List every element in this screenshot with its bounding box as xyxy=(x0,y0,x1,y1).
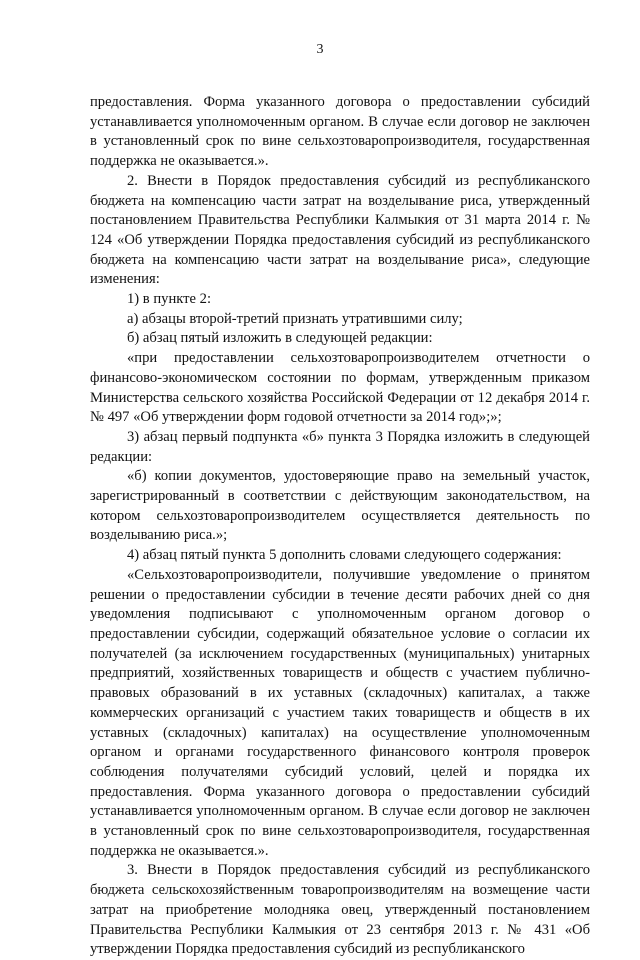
paragraph: «при предоставлении сельхозтоваропроизводителем отчетности о финансово-экономическом состоянии по формам, утвержденным приказом Министерства сельского хозяйства Российской Федерации от 12 декабря 2014 г. № 497 «Об утверждении форм годовой отчетности за 2014 год»;»; xyxy=(90,350,590,426)
paragraph: 3) абзац первый подпункта «б» пункта 3 Порядка изложить в следующей редакции: xyxy=(90,428,590,465)
paragraph: 2. Внести в Порядок предоставления субсидий из республиканского бюджета на компенсацию части затрат на возделывание риса, утвержденный постановлением Правительства Республики Калмыкия от 31 марта 2014 г. № 124 «Об утверждении Порядка предоставления субсидий из республиканского бюджета на компенсацию части затрат на возделывание риса», следующие изменения: xyxy=(90,172,590,288)
paragraph: «б) копии документов, удостоверяющие право на земельный участок, зарегистрированный в соответствии с действующим законодательством, на котором сельхозтоваропроизводителем осуществляется деятельность по возделыванию риса.»; xyxy=(90,468,590,544)
page-number: 3 xyxy=(316,42,324,57)
paragraph: 1) в пункте 2: xyxy=(127,291,212,308)
paragraph: а) абзацы второй-третий признать утратившими силу; xyxy=(127,310,463,327)
document-body xyxy=(90,93,590,960)
paragraph: «Сельхозтоваропроизводители, получившие уведомление о принятом решении о предоставлении субсидии в течение десяти рабочих дней со дня уведомления подписывают с уполномоченным органом договор о предоставлении субсидии, содержащий обязательное условие о согласии их получателей (за исключением государственных (муниципальных) унитарных предприятий, хозяйственных товариществ и обществ с участием публично-правовых образований в их уставных (складочных) капиталах, а также коммерческих организаций с участием таких товариществ и обществ в их уставных (складочных) капиталах) на осуществление уполномоченным органом и органами государственного финансового контроля проверок соблюдения получателями субсидий условий, целей и порядка их предоставления. Форма указанного договора о предоставлении субсидий устанавливается уполномоченным органом. В случае если договор не заключен в установленный срок по вине сельхозтоваропроизводителя, государственная поддержка не оказывается.». xyxy=(90,566,590,859)
paragraph: 3. Внести в Порядок предоставления субсидий из республиканского бюджета сельскохозяйственным товаропроизводителям на возмещение части затрат на приобретение молодняка овец, утвержденный постановлением Правительства Республики Калмыкия от 23 сентября 2013 г. № 431 «Об утверждении Порядка предоставления субсидий из республиканского xyxy=(90,862,590,958)
paragraph: б) абзац пятый изложить в следующей редакции: xyxy=(127,330,433,347)
paragraph: предоставления. Форма указанного договора о предоставлении субсидий устанавливается уполномоченным органом. В случае если договор не заключен в установленный срок по вине сельхозтоваропроизводителя, государственная поддержка не оказывается.». xyxy=(90,94,590,170)
paragraph: 4) абзац пятый пункта 5 дополнить словами следующего содержания: xyxy=(127,547,562,564)
